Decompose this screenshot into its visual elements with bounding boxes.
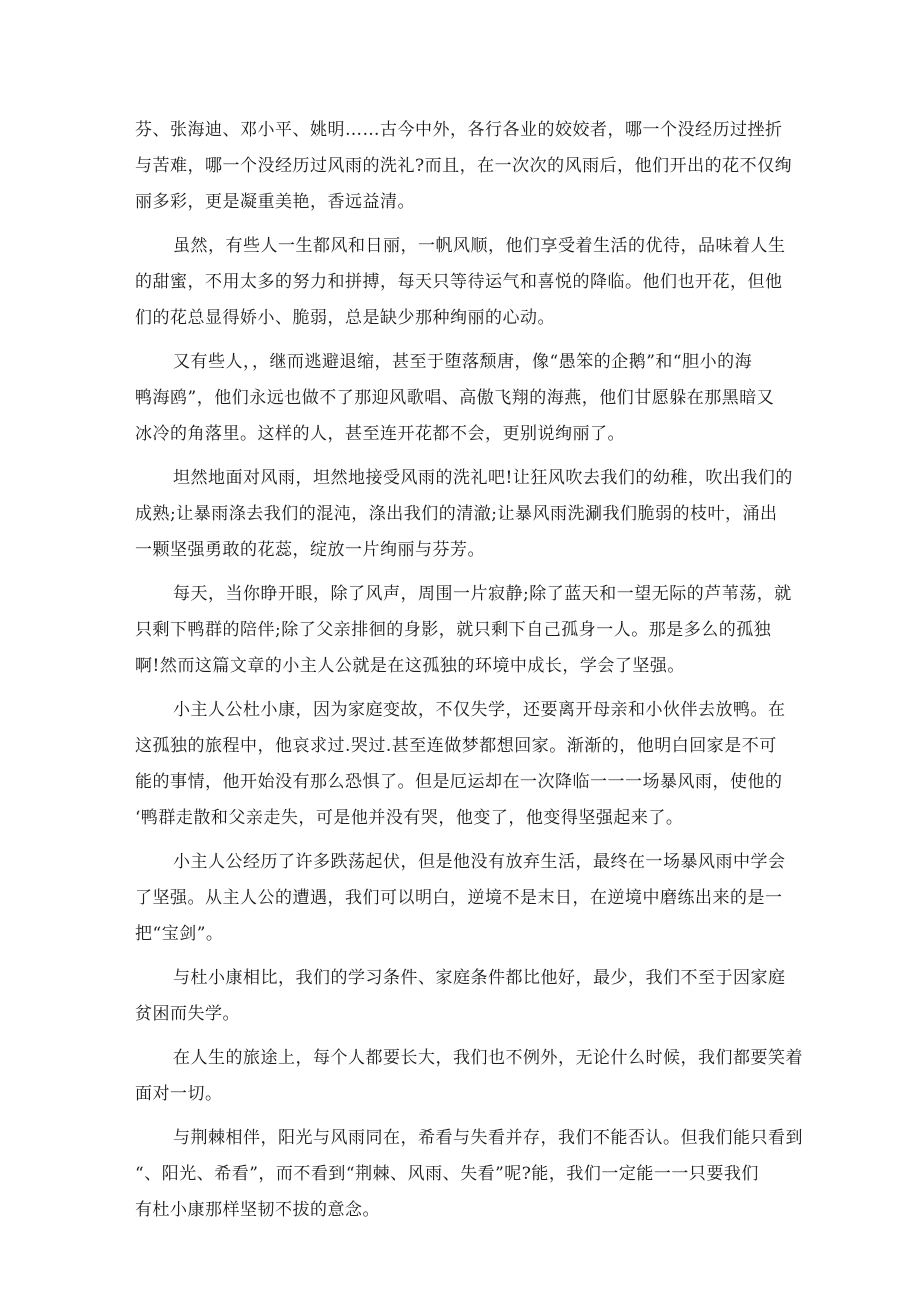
text-line: 面对一切。 [135,1084,223,1104]
text-line: “、阳光、希看”，而不看到“荆棘、风雨、失看”呢?能，我们一定能一一只要我们 [135,1164,759,1184]
text-line: 又有些人，，继而逃避退缩，甚至于堕落颓唐，像“愚笨的企鹅”和“胆小的海 [173,352,753,372]
paragraph [135,1040,803,1112]
text-line: 这孤独的旅程中，他哀求过.哭过.甚至连做梦都想回家。渐渐的，他明白回家是不可 [135,736,777,756]
text-line: 小主人公杜小康，因为家庭变故，不仅失学，还要离开母亲和小伙伴去放鸭。在 [173,700,786,720]
text-line: ‘鸭群走散和父亲走失，可是他并没有哭，他变了，他变得坚强起来了。 [135,808,684,828]
text-line: 一颗坚强勇敢的花蕊，绽放一片绚丽与芬芳。 [135,540,485,560]
paragraph [135,228,786,336]
text-line: 小主人公经历了许多跌荡起伏，但是他没有放弃生活，最终在一场暴风雨中学会 [173,852,786,872]
text-line: 只剩下鸭群的陪伴;除了父亲排徊的身影，就只剩下自己孤身一人。那是多么的孤独 [135,620,772,640]
paragraph [135,460,793,568]
text-line: 与杜小康相比，我们的学习条件、家庭条件都比他好，最少，我们不至于因家庭 [173,968,786,988]
paragraph [135,576,792,684]
text-line: 啊!然而这篇文章的小主人公就是在这孤独的环境中成长，学会了坚强。 [135,656,685,676]
paragraph [135,112,793,220]
text-line: 与苦难，哪一个没经历过风雨的洗礼?而且，在一次次的风雨后，他们开出的花不仅绚 [135,156,793,176]
text-line: 虽然，有些人一生都风和日丽，一帆风顺，他们享受着生活的优待，品味着人生 [173,236,786,256]
text-line: 了坚强。从主人公的遭遇，我们可以明白，逆境不是末日，在逆境中磨练出来的是一 [135,888,783,908]
text-line: 有杜小康那样坚韧不拔的意念。 [135,1200,380,1220]
text-line: 芬、张海迪、邓小平、姚明……古今中外，各行各业的姣姣者，哪一个没经历过挫折 [135,120,783,140]
text-line: 们的花总显得娇小、脆弱，总是缺少那种绚丽的心动。 [135,308,555,328]
text-line: 坦然地面对风雨，坦然地接受风雨的洗礼吧!让狂风吹去我们的幼稚，吹出我们的 [173,468,793,488]
text-line: 的甜蜜，不用太多的努力和拼搏，每天只等待运气和喜悦的降临。他们也开花，但他 [135,272,783,292]
text-line: 把“宝剑”。 [135,924,224,944]
paragraph [135,692,786,836]
text-line: 能的事情，他开始没有那么恐惧了。但是厄运却在一次降临一一一场暴风雨，使他的 [135,772,783,792]
paragraph [135,1120,803,1228]
document-body [135,112,803,1236]
paragraph [135,844,786,952]
text-line: 鸭海鸥”，他们永远也做不了那迎风歌唱、高傲飞翔的海燕，他们甘愿躲在那黑暗又 [135,388,775,408]
text-line: 冰冷的角落里。这样的人，甚至连开花都不会，更别说绚丽了。 [135,424,625,444]
text-line: 丽多彩，更是凝重美艳，香远益清。 [135,192,415,212]
text-line: 与荆棘相伴，阳光与风雨同在，希看与失看并存，我们不能否认。但我们能只看到 [173,1128,803,1148]
text-line: 贫困而失学。 [135,1004,240,1024]
paragraph [135,960,786,1032]
paragraph [135,344,780,452]
text-line: 成熟;让暴雨涤去我们的混沌，涤出我们的清澈;让暴风雨洗涮我们脆弱的枝叶，涌出 [135,504,778,524]
text-line: 每天，当你睁开眼，除了风声，周围一片寂静;除了蓝天和一望无际的芦苇荡，就 [173,584,792,604]
text-line: 在人生的旅途上，每个人都要长大，我们也不例外，无论什么时候，我们都要笑着 [173,1048,803,1068]
